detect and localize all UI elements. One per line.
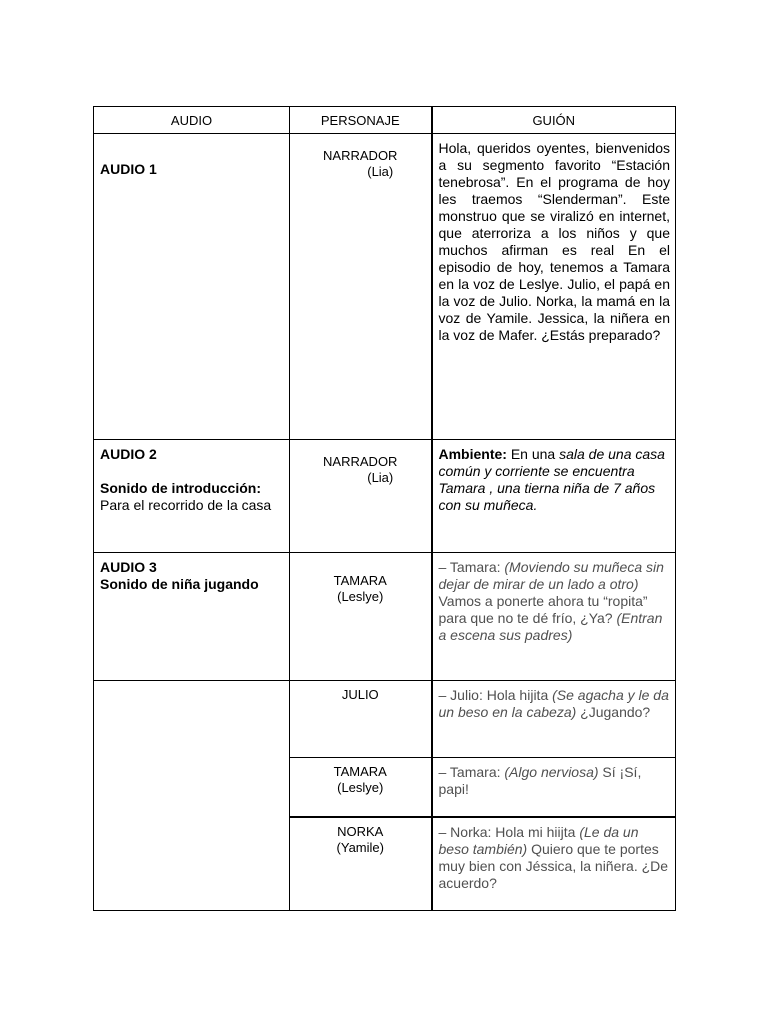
header-personaje: PERSONAJE (290, 107, 432, 134)
character-cell (290, 817, 432, 911)
script-action: (Se agacha y le da un beso en la cabeza) (438, 687, 669, 720)
character-cell (290, 758, 432, 817)
script-cell (432, 134, 676, 440)
script-speaker: – Julio: Hola hijita (438, 687, 553, 703)
character-name: NARRADOR (323, 148, 398, 163)
script-table (93, 106, 676, 911)
script-cell (432, 440, 676, 553)
character-cell (290, 134, 432, 440)
character-name: NORKA (337, 823, 384, 839)
audio-description: Para el recorrido de la casa (100, 497, 272, 513)
character-voice: (Lia) (367, 164, 394, 179)
character-name: TAMARA (333, 764, 387, 779)
character-voice: (Yamile) (336, 839, 384, 855)
script-text: Hola, queridos oyentes, bienvenidos a su segmento favorito “Estación tenebrosa”. En el programa de hoy les traemos “Slenderman”. Este monstruo que se viralizó en internet, que aterroriza a los niños y que muchos afirman es real En el episodio de hoy, tenemos a Tamara en la voz de Leslye. Julio, el papá en la voz de Julio. Norka, la mamá en la voz de Yamile. Jessica, la niñera en la voz de Mafer. ¿Estás preparado? (438, 140, 670, 343)
script-cell (432, 553, 676, 681)
character-name: TAMARA (333, 573, 387, 588)
script-line: ¿Jugando? (576, 704, 651, 720)
character-voice: (Leslye) (337, 780, 384, 795)
table-row (94, 681, 676, 758)
script-line: Vamos a ponerte ahora tu “ropita” para que no te dé frío, ¿Ya? (438, 593, 648, 626)
character-cell (290, 440, 432, 553)
script-cell (432, 681, 676, 758)
script-line: Quiero que te portes muy bien con Jéssica, la niñera. ¿De acuerdo? (438, 840, 669, 891)
audio-subtitle: Sonido de niña jugando (100, 576, 259, 592)
script-action: (Moviendo su muñeca sin dejar de mirar de un lado a otro) (438, 559, 664, 592)
script-action: (Entran a escena sus padres) (438, 610, 663, 643)
script-speaker: – Tamara: (438, 764, 505, 780)
script-line: Sí ¡Sí, papi! (438, 764, 642, 797)
audio-title: AUDIO 3 (100, 559, 157, 575)
character-cell (290, 553, 432, 681)
character-name: JULIO (341, 687, 379, 702)
audio-title: AUDIO 1 (100, 161, 157, 177)
audio-cell (94, 134, 290, 440)
audio-cell (94, 440, 290, 553)
table-row (94, 134, 676, 440)
header-row (94, 107, 676, 134)
character-cell (290, 681, 432, 758)
character-name: NARRADOR (323, 454, 398, 469)
table-row (94, 440, 676, 553)
character-voice: (Lia) (367, 470, 394, 485)
table-row (94, 553, 676, 681)
script-action: (Le da un beso también) (438, 823, 639, 857)
audio-title: AUDIO 2 (100, 446, 157, 462)
script-label: Ambiente: (438, 446, 507, 462)
script-cell (432, 758, 676, 817)
script-speaker: – Norka: Hola mi hiijta (438, 823, 580, 840)
audio-subtitle: Sonido de introducción: (100, 480, 261, 496)
header-guion: GUIÓN (432, 107, 676, 134)
header-audio: AUDIO (94, 107, 290, 134)
script-plain: En una (506, 446, 560, 462)
script-speaker: – Tamara: (438, 559, 505, 575)
audio-cell-empty (94, 681, 290, 911)
audio-cell (94, 553, 290, 681)
script-italic: sala de una casa común y corriente se encuentra Tamara , una tierna niña de 7 años con su muñeca. (438, 446, 665, 513)
character-voice: (Leslye) (337, 589, 384, 604)
script-action: (Algo nerviosa) (504, 764, 599, 780)
script-cell (432, 817, 676, 911)
